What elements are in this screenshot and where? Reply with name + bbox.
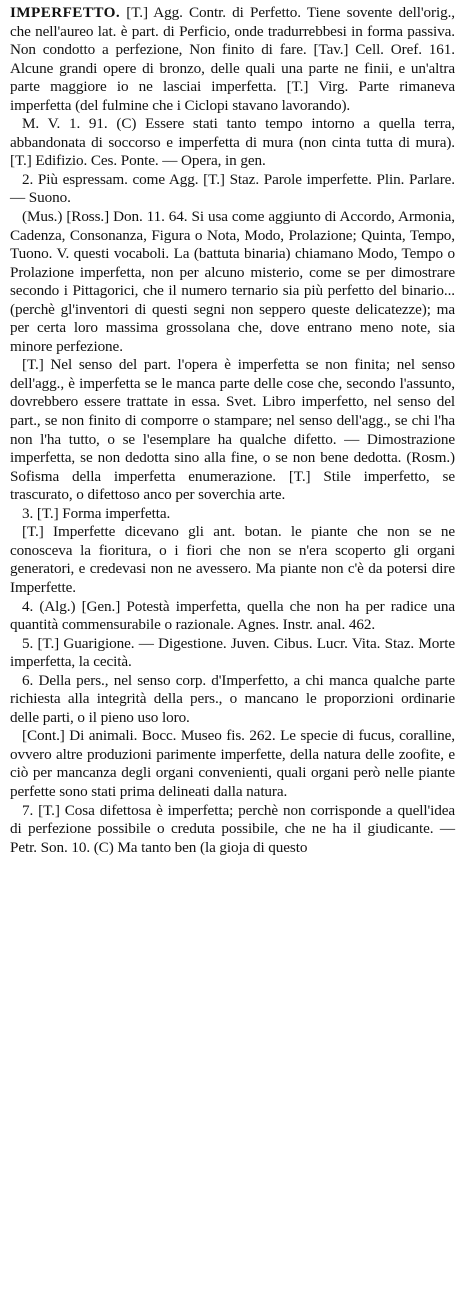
entry-paragraph: [T.] Imperfette dicevano gli ant. botan. le piante che non se ne conosceva la fioritura, o i fiori che non se n'era scoperto gli organi generatori, e credevasi non ne avessero. Ma piante non c'è da potersi dire Imperfette. — [10, 523, 455, 596]
entry-paragraph: 5. [T.] Guarigione. — Digestione. Juven. Cibus. Lucr. Vita. Staz. Morte imperfetta, la cecità. — [10, 634, 455, 671]
entry-paragraph: M. V. 1. 91. (C) Essere stati tanto tempo intorno a quella terra, abbandonata di soccorso e imperfetta di mura (non cinta tutta di mura). [T.] Edifizio. Ces. Ponte. — Opera, in gen. — [10, 115, 455, 170]
entry-paragraph: 6. Della pers., nel senso corp. d'Imperfetto, a chi manca qualche parte richiesta alla integrità della pers., o mancano le proporzioni ordinarie delle parti, o il pieno uso loro. — [10, 671, 455, 726]
entry-paragraph — [10, 4, 455, 115]
entry-paragraph: 2. Più espressam. come Agg. [T.] Staz. Parole imperfette. Plin. Parlare. — Suono. — [10, 170, 455, 207]
entry-paragraph: [T.] Nel senso del part. l'opera è imperfetta se non finita; nel senso dell'agg., è imperfetta se le manca parte delle cose che, secondo l'assunto, dovrebbero essere trattate in essa. Svet. Libro imperfetto, nel senso del part., se non finito di comporre o stampare; nel senso dell'agg., se chi l'ha non l'ha tutto, o se l'esemplare ha qualche difetto. — Dimostrazione imperfetta, se non dedotta sino alla fine, o se non bene dedotta. (Rosm.) Sofisma della imperfetta enumerazione. [T.] Stile imperfetto, se trascurato, o difettoso anco per soverchia arte. — [10, 356, 455, 504]
entry-paragraph: 7. [T.] Cosa difettosa è imperfetta; perchè non corrisponde a quell'idea di perfezione possibile o creduta possibile, che ne ha il giudicante. — Petr. Son. 10. (C) Ma tanto ben (la gioja di questo — [10, 801, 455, 856]
entry-paragraph: 3. [T.] Forma imperfetta. — [22, 504, 171, 522]
entry-paragraph: (Mus.) [Ross.] Don. 11. 64. Si usa come aggiunto di Accordo, Armonia, Cadenza, Consonanza, Figura o Nota, Modo, Prolazione; Quinta, Tempo, Tuono. V. questi vocaboli. La (battuta binaria) chiamano Modo, Tempo o Prolazione imperfetta, non per alcuno misterio, come se per dimostrare secondo i Pittagorici, che il numero ternario sia più perfetto del binario... (perchè gl'inventori di questi segni non seppero queste delicatezze); ma per certa loro massima grossolana che, dove entrano meno note, sia minore perfezione. — [10, 208, 455, 355]
entry-paragraph: [Cont.] Di animali. Bocc. Museo fis. 262. Le specie di fucus, coralline, ovvero altre produzioni parimente imperfette, della natura delle zoofite, e ciò per mancanza degli organi convenienti, quali organi però nelle piante perfette sono stati prima delineati dalla natura. — [10, 727, 455, 800]
entry-paragraph: 4. (Alg.) [Gen.] Potestà imperfetta, quella che non ha per radice una quantità commensurabile o razionale. Agnes. Instr. anal. 462. — [10, 597, 455, 634]
entry-headword: IMPERFETTO. — [10, 4, 121, 21]
entry-paragraph-text: [T.] Agg. Contr. di Perfetto. Tiene sovente dell'orig., che nell'aureo lat. è part. di Perficio, onde tradurrebbesi in forma passiva. Non condotto a perfezione, Non finito di fare. [Tav.] Cell. Oref. 161. Alcune grandi opere di bronzo, delle quali una parte ne finii, e un'altra parte maggiore io ne lasciai imperfetta. [T.] Virg. Parte rimaneva imperfetta (del fulmine che i Ciclopi stavano lavorando). — [10, 4, 455, 114]
